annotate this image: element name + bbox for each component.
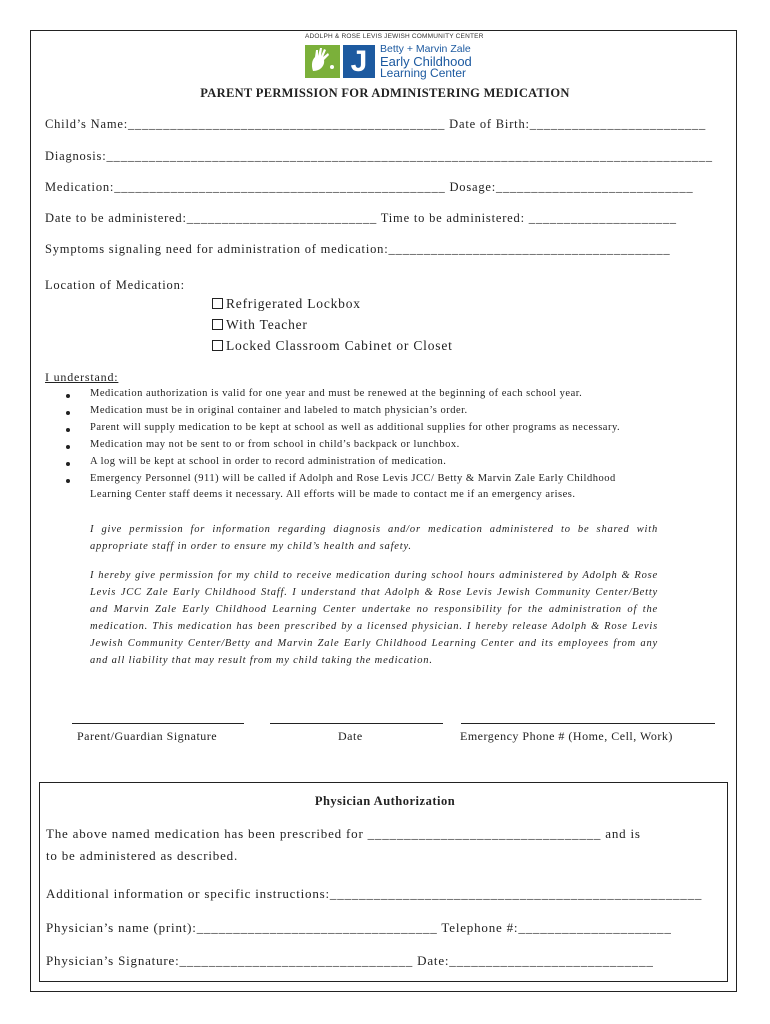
prescribed-for-continued: to be administered as described. bbox=[46, 848, 239, 863]
handprint-logo-icon bbox=[305, 45, 340, 78]
form-title: PARENT PERMISSION FOR ADMINISTERING MEDICATION bbox=[200, 86, 570, 100]
list-item: A log will be kept at school in order to record administration of medication. bbox=[90, 456, 447, 467]
permission-paragraph-2: I hereby give permission for my child to receive medication during school hours administered by Adolph & Rose Levis JCC Zale Early Childhood Staff. I understand that Adolph & Rose Levis Jewish Community Center/Betty and Marvin Zale Early Childhood Learning Center undertake no responsibility for the administration of the medication. This medication has been prescribed by a licensed physician. I hereby release Adolph & Rose Levis Jewish Community Center/Betty and Marvin Zale Early Childhood Learning Center and its employees from any and all liability that may result from my child taking the medication. bbox=[90, 570, 658, 666]
additional-info-field[interactable]: Additional information or specific instructions:___________________________________________________ bbox=[46, 886, 703, 901]
list-item-continued: Learning Center staff deems it necessary. All efforts will be made to contact me if an emergency arises. bbox=[90, 489, 576, 500]
physician-title: Physician Authorization bbox=[314, 794, 456, 808]
date-line[interactable] bbox=[270, 723, 443, 724]
bullet bbox=[66, 462, 70, 466]
list-item: Medication authorization is valid for one year and must be renewed at the beginning of each school year. bbox=[90, 388, 583, 399]
logo-line-1: Betty + Marvin Zale bbox=[380, 43, 471, 55]
list-item: Emergency Personnel (911) will be called if Adolph and Rose Levis JCC/ Betty & Marvin Zale Early Childhood bbox=[90, 473, 616, 484]
list-item: Medication may not be sent to or from school in child’s backpack or lunchbox. bbox=[90, 439, 460, 450]
bullet bbox=[66, 428, 70, 432]
medication-field[interactable]: Medication:_______________________________________________ Dosage:____________________________ bbox=[45, 180, 694, 194]
permission-paragraph-1: I give permission for information regarding diagnosis and/or medication administered to be shared with appropriate staff in order to ensure my child’s health and safety. bbox=[90, 524, 658, 552]
understand-heading: I understand: bbox=[45, 370, 119, 384]
option-refrigerated-lockbox[interactable]: Refrigerated Lockbox bbox=[212, 296, 361, 312]
physician-authorization-box bbox=[39, 782, 728, 982]
org-name-top: ADOLPH & ROSE LEVIS JEWISH COMMUNITY CENTER bbox=[305, 33, 484, 40]
location-label: Location of Medication: bbox=[45, 278, 185, 292]
option-with-teacher[interactable]: With Teacher bbox=[212, 317, 308, 333]
jcc-logo-icon: J bbox=[343, 45, 375, 78]
parent-signature-line[interactable] bbox=[72, 723, 244, 724]
date-time-field[interactable]: Date to be administered:___________________________ Time to be administered: _____________________ bbox=[45, 211, 677, 225]
symptoms-field[interactable]: Symptoms signaling need for administration of medication:________________________________________ bbox=[45, 242, 671, 256]
physician-name-phone-field[interactable]: Physician’s name (print):_________________________________ Telephone #:_____________________ bbox=[46, 920, 672, 935]
childs-name-field[interactable]: Child’s Name:_____________________________________________ Date of Birth:_________________________ bbox=[45, 117, 707, 131]
bullet bbox=[66, 394, 70, 398]
physician-signature-date-field[interactable]: Physician’s Signature:________________________________ Date:____________________________ bbox=[46, 953, 654, 968]
diagnosis-field[interactable]: Diagnosis:______________________________________________________________________________________ bbox=[45, 149, 713, 163]
bullet bbox=[66, 479, 70, 483]
prescribed-for-field[interactable]: The above named medication has been prescribed for ________________________________ and is bbox=[46, 826, 641, 841]
list-item: Parent will supply medication to be kept at school as well as additional supplies for other programs as necessary. bbox=[90, 422, 621, 433]
list-item: Medication must be in original container and labeled to match physician’s order. bbox=[90, 405, 468, 416]
date-label: Date bbox=[338, 729, 363, 743]
checkbox[interactable] bbox=[212, 340, 223, 351]
bullet bbox=[66, 411, 70, 415]
logo-line-3: Learning Center bbox=[380, 66, 467, 80]
checkbox[interactable] bbox=[212, 298, 223, 309]
parent-signature-label: Parent/Guardian Signature bbox=[77, 729, 218, 743]
emergency-phone-line[interactable] bbox=[461, 723, 715, 724]
option-locked-cabinet[interactable]: Locked Classroom Cabinet or Closet bbox=[212, 338, 453, 354]
bullet bbox=[66, 445, 70, 449]
checkbox[interactable] bbox=[212, 319, 223, 330]
emergency-phone-label: Emergency Phone # (Home, Cell, Work) bbox=[460, 729, 673, 743]
logo-line-2: Early Childhood bbox=[380, 54, 472, 69]
